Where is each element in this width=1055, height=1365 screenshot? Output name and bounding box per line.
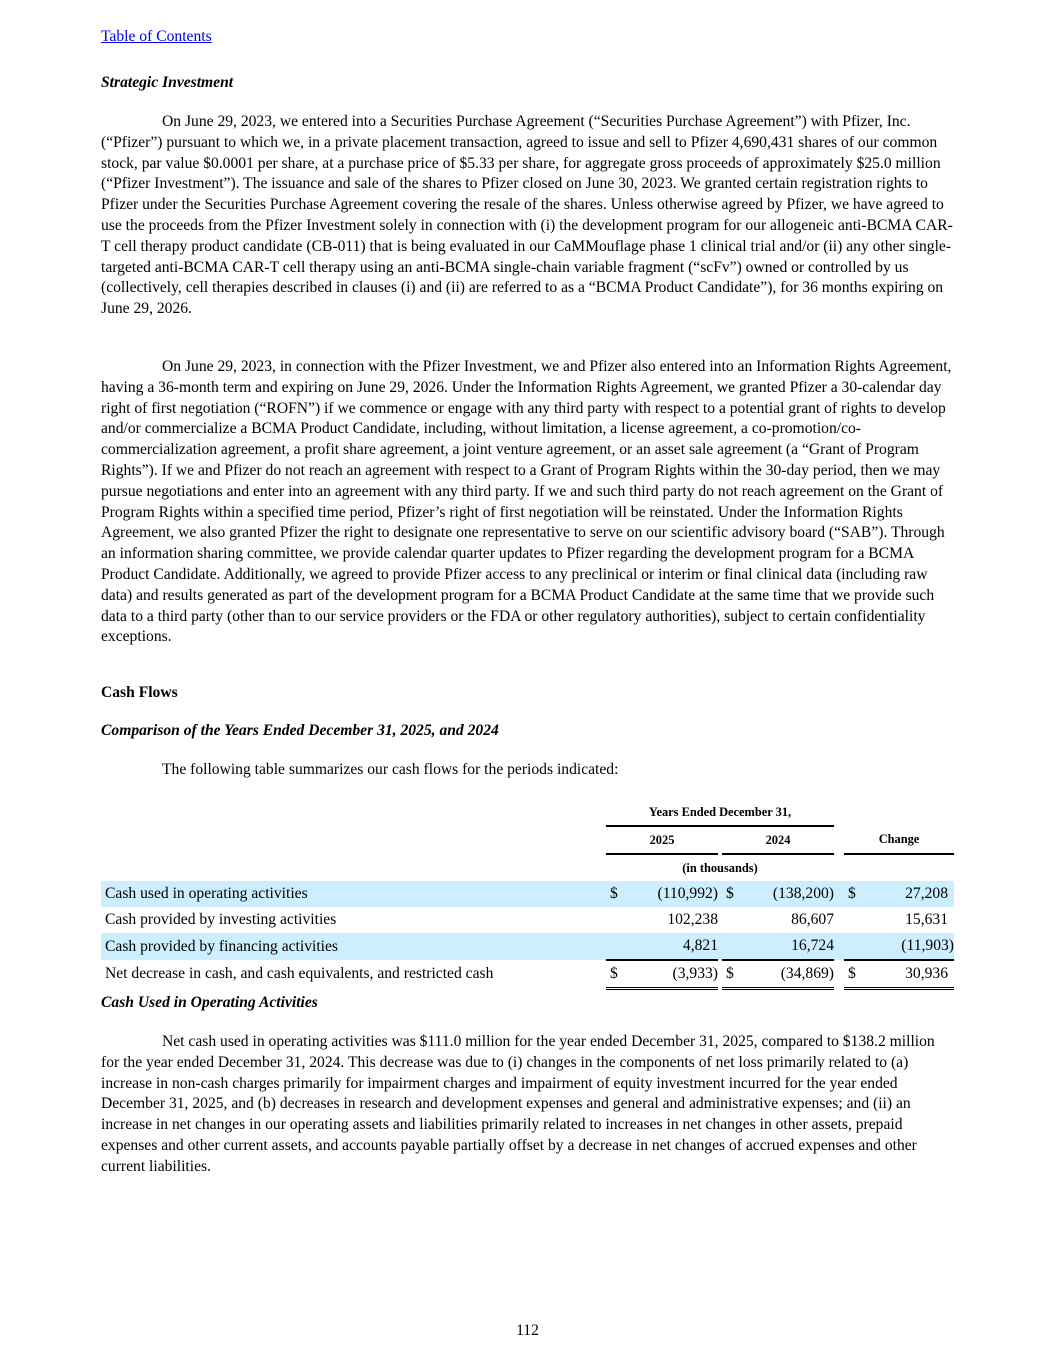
strategic-investment-paragraph-2 — [101, 357, 954, 648]
value-change: 27,208 — [864, 881, 954, 907]
units-label: (in thousands) — [682, 860, 758, 875]
col-header-2025: 2025 — [606, 826, 718, 854]
value-change: 15,631 — [905, 911, 948, 928]
currency-symbol: $ — [606, 881, 626, 907]
paragraph-text: On June 29, 2023, we entered into a Securities Purchase Agreement (“Securities Purchase Agreement”) with Pfizer, Inc. (“Pfizer”) pursuant to which we, in a private placement transaction, agreed to issue and sell to Pfizer 4,690,431 shares of our common stock, par value $0.0001 per share, at a purchase price of $5.33 per share, for aggregate gross proceeds of approximately $25.0 million (“Pfizer Investment”). The issuance and sale of the shares to Pfizer closed on June 30, 2023. We granted certain registration rights to Pfizer under the Securities Purchase Agreement covering the resale of the shares. Unless otherwise agreed by Pfizer, we have agreed to use the proceeds from the Pfizer Investment solely in connection with (i) the development program for our allogeneic anti-BCMA CAR-T cell therapy product candidate (CB-011) that is being evaluated in our CaMMouflage phase 1 clinical trial and/or (ii) any other single-targeted anti-BCMA CAR-T cell therapy using an anti-BCMA single-chain variable fragment (“scFv”) owned or controlled by us (collectively, cell therapies described in clauses (i) and (ii) are referred to as a “BCMA Product Candidate”), for 36 months expiring on June 29, 2026. — [101, 113, 953, 318]
paragraph-text: The following table summarizes our cash flows for the periods indicated: — [162, 761, 619, 778]
cash-flows-table — [101, 800, 954, 990]
page-number: 112 — [516, 1322, 539, 1339]
currency-symbol: $ — [606, 960, 626, 989]
row-label: Net decrease in cash, and cash equivalents, and restricted cash — [105, 965, 494, 983]
row-label: Cash provided by investing activities — [105, 911, 337, 928]
value-change: 30,936 — [864, 960, 954, 989]
strategic-investment-paragraph-1 — [101, 112, 954, 320]
operating-activities-heading: Cash Used in Operating Activities — [101, 994, 318, 1011]
years-ended-header: Years Ended December 31, — [606, 800, 834, 826]
col-header-2024: 2024 — [722, 826, 834, 854]
paragraph-text: Net cash used in operating activities was $111.0 million for the year ended December 31, 2025, compared to $138.2 million for the year ended December 31, 2024. This decrease was due to (i) changes in the components of net loss primarily related to (a) increase in non-cash charges primarily for impairment charges and impairment of equity investment incurred for the year ended December 31, 2025, and (b) decreases in research and development expenses and general and administrative expenses; and (ii) an increase in net changes in our operating assets and liabilities primarily related to increases in net changes in other assets, prepaid expenses and other current assets, and accounts payable partially offset by a decrease in net changes of accrued expenses and other current liabilities. — [101, 1033, 935, 1175]
value-change: (11,903) — [864, 933, 954, 960]
value-2024: (138,200) — [742, 881, 834, 907]
col-header-change: Change — [844, 826, 954, 854]
table-of-contents-link[interactable]: Table of Contents — [101, 28, 212, 45]
row-label: Cash provided by financing activities — [101, 933, 606, 960]
value-2024: 16,724 — [742, 933, 834, 960]
value-2025: (110,992) — [626, 881, 718, 907]
paragraph-text: On June 29, 2023, in connection with the Pfizer Investment, we and Pfizer also entered into an Information Rights Agreement, having a 36-month term and expiring on June 29, 2026. Under the Information Rights Agreement, we granted Pfizer a 30-calendar day right of first negotiation (“ROFN”) if we commence or engage with any third party with respect to a potential grant of rights to develop and/or commercialize a BCMA Product Candidate, including, without limitation, a license agreement, a co-promotion/co-commercialization agreement, a profit share agreement, a joint venture agreement, or an asset sale agreement (a “Grant of Program Rights”). If we and Pfizer do not reach an agreement with respect to a Grant of Program Rights within the 30-day period, then we may pursue negotiations and enter into an agreement with any third party. If we and such third party do not reach agreement on the Grant of Program Rights within a specified time period, Pfizer’s right of first negotiation will be reinstated. Under the Information Rights Agreement, we also granted Pfizer the right to designate one representative to serve on our scientific advisory board (“SAB”). Through an information sharing committee, we provide calendar quarter updates to Pfizer regarding the development program for a BCMA Product Candidate. Additionally, we agreed to provide Pfizer access to any preclinical or interim or final clinical data (including raw data) and results generated as part of the development program for a BCMA Product Candidate at the same time that we provide such data to a third party (other than to our service providers or the FDA or other regulatory authorities), subject to certain confidentiality exceptions. — [101, 358, 952, 646]
value-2024: 86,607 — [791, 911, 834, 928]
currency-symbol: $ — [844, 881, 864, 907]
row-label: Cash used in operating activities — [101, 881, 606, 907]
currency-symbol: $ — [722, 881, 742, 907]
currency-symbol: $ — [844, 960, 864, 989]
table-row-total — [101, 960, 954, 989]
value-2025: (3,933) — [626, 960, 718, 989]
value-2025: 102,238 — [667, 911, 718, 928]
value-2025: 4,821 — [626, 933, 718, 960]
strategic-investment-heading: Strategic Investment — [101, 74, 234, 91]
cash-flows-heading: Cash Flows — [101, 684, 178, 701]
cash-flows-intro — [101, 760, 954, 781]
table-row — [101, 933, 954, 960]
operating-activities-paragraph — [101, 1032, 954, 1178]
currency-symbol: $ — [722, 960, 742, 989]
value-2024: (34,869) — [742, 960, 834, 989]
table-row — [101, 907, 954, 933]
table-row — [101, 881, 954, 907]
comparison-subheading: Comparison of the Years Ended December 31, 2025, and 2024 — [101, 722, 499, 739]
